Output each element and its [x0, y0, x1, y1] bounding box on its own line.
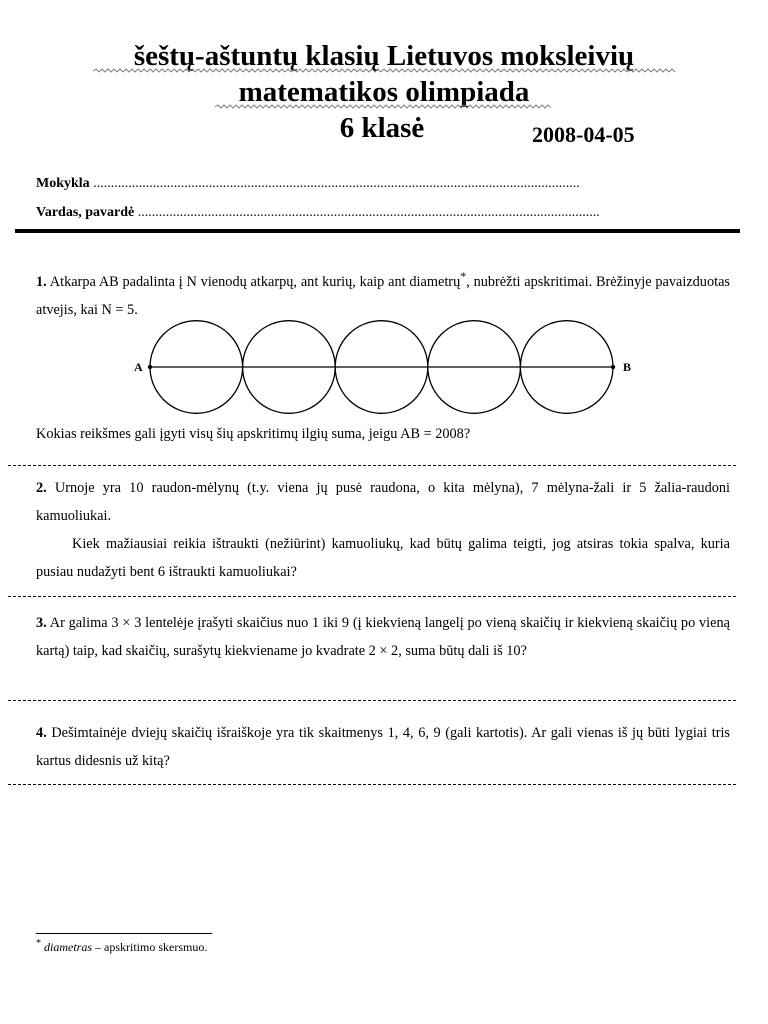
problem-1-question-text: Kokias reikšmes gali įgyti visų šių apskritimų ilgių suma, jeigu AB = 2008? — [36, 426, 471, 442]
school-field — [36, 176, 580, 192]
problem-1-question — [36, 420, 730, 448]
footnote-term: diametras — [44, 940, 92, 954]
problem-2-question: Kiek mažiausiai reikia ištraukti (nežiūrint) kamuoliukų, kad būtų galima teigti, jog atsiras tokia spalva, kuria pusiau nudažyti bent 6 ištraukti kamuoliukai? — [36, 536, 730, 580]
footnote — [36, 938, 207, 955]
point-b-label: B — [623, 360, 632, 374]
footnote-separator — [36, 933, 212, 934]
problem-3 — [36, 609, 730, 665]
problem-divider — [8, 784, 736, 785]
name-dots: .................................................................................................................................... — [137, 205, 600, 220]
page-title-line-2: matematikos olimpiada — [238, 76, 530, 108]
problem-2 — [36, 474, 730, 586]
problem-divider — [8, 465, 736, 466]
problem-1-text-a: Atkarpa AB padalinta į N vienodų atkarpų, ant kurių, kaip ant diametrų — [46, 273, 461, 290]
header-divider — [15, 229, 740, 233]
problem-4-number: 4. — [36, 725, 47, 741]
footnote-mark: * — [36, 938, 41, 949]
problem-3-number: 3. — [36, 615, 47, 631]
footnote-mark: * — [460, 269, 467, 283]
problem-4 — [36, 719, 730, 775]
circles-diagram — [130, 318, 640, 418]
name-field — [36, 205, 600, 221]
grade-label: 6 klasė — [339, 112, 425, 144]
point-a-label: A — [134, 360, 143, 374]
problem-3-text: Ar galima 3 × 3 lentelėje įrašyti skaičius nuo 1 iki 9 (į kiekvieną langelį po vieną skaičių ir kiekvieną skaičių po vieną kartą) taip, kad skaičių, surašytų kiekviename jo kvadrate 2 × 2, suma būtų dali iš 10? — [36, 615, 730, 659]
name-label: Vardas, pavardė — [36, 205, 135, 220]
point-a — [148, 365, 152, 369]
problem-1 — [36, 262, 730, 324]
problem-4-text: Dešimtainėje dviejų skaičių išraiškoje yra tik skaitmenys 1, 4, 6, 9 (gali kartotis). Ar gali vienas iš jų būti lygiai tris kartus didesnis už kitą? — [36, 725, 730, 769]
footnote-definition: – apskritimo skersmuo. — [92, 940, 208, 954]
problem-divider — [8, 596, 736, 597]
problem-divider — [8, 700, 736, 701]
school-label: Mokykla — [36, 176, 90, 191]
point-b — [611, 365, 615, 369]
page-title-line-1: šeštų-aštuntų klasių Lietuvos moksleivių — [133, 40, 635, 72]
problem-2-number: 2. — [36, 480, 47, 496]
olympiad-date: 2008-04-05 — [532, 122, 635, 147]
school-dots: ........................................................................................................................................... — [93, 176, 580, 191]
problem-1-number: 1. — [36, 273, 47, 290]
spellcheck-underline — [0, 0, 768, 130]
problem-2-text: Urnoje yra 10 raudon-mėlynų (t.y. viena jų pusė raudona, o kita mėlyna), 7 mėlyna-žali ir 5 žalia-raudoni kamuoliukai. — [36, 480, 730, 524]
problem-1-text-b: , nubrėžti apskritimai. Brėžinyje pavaizduotas atvejis, kai N = 5. — [36, 273, 730, 318]
